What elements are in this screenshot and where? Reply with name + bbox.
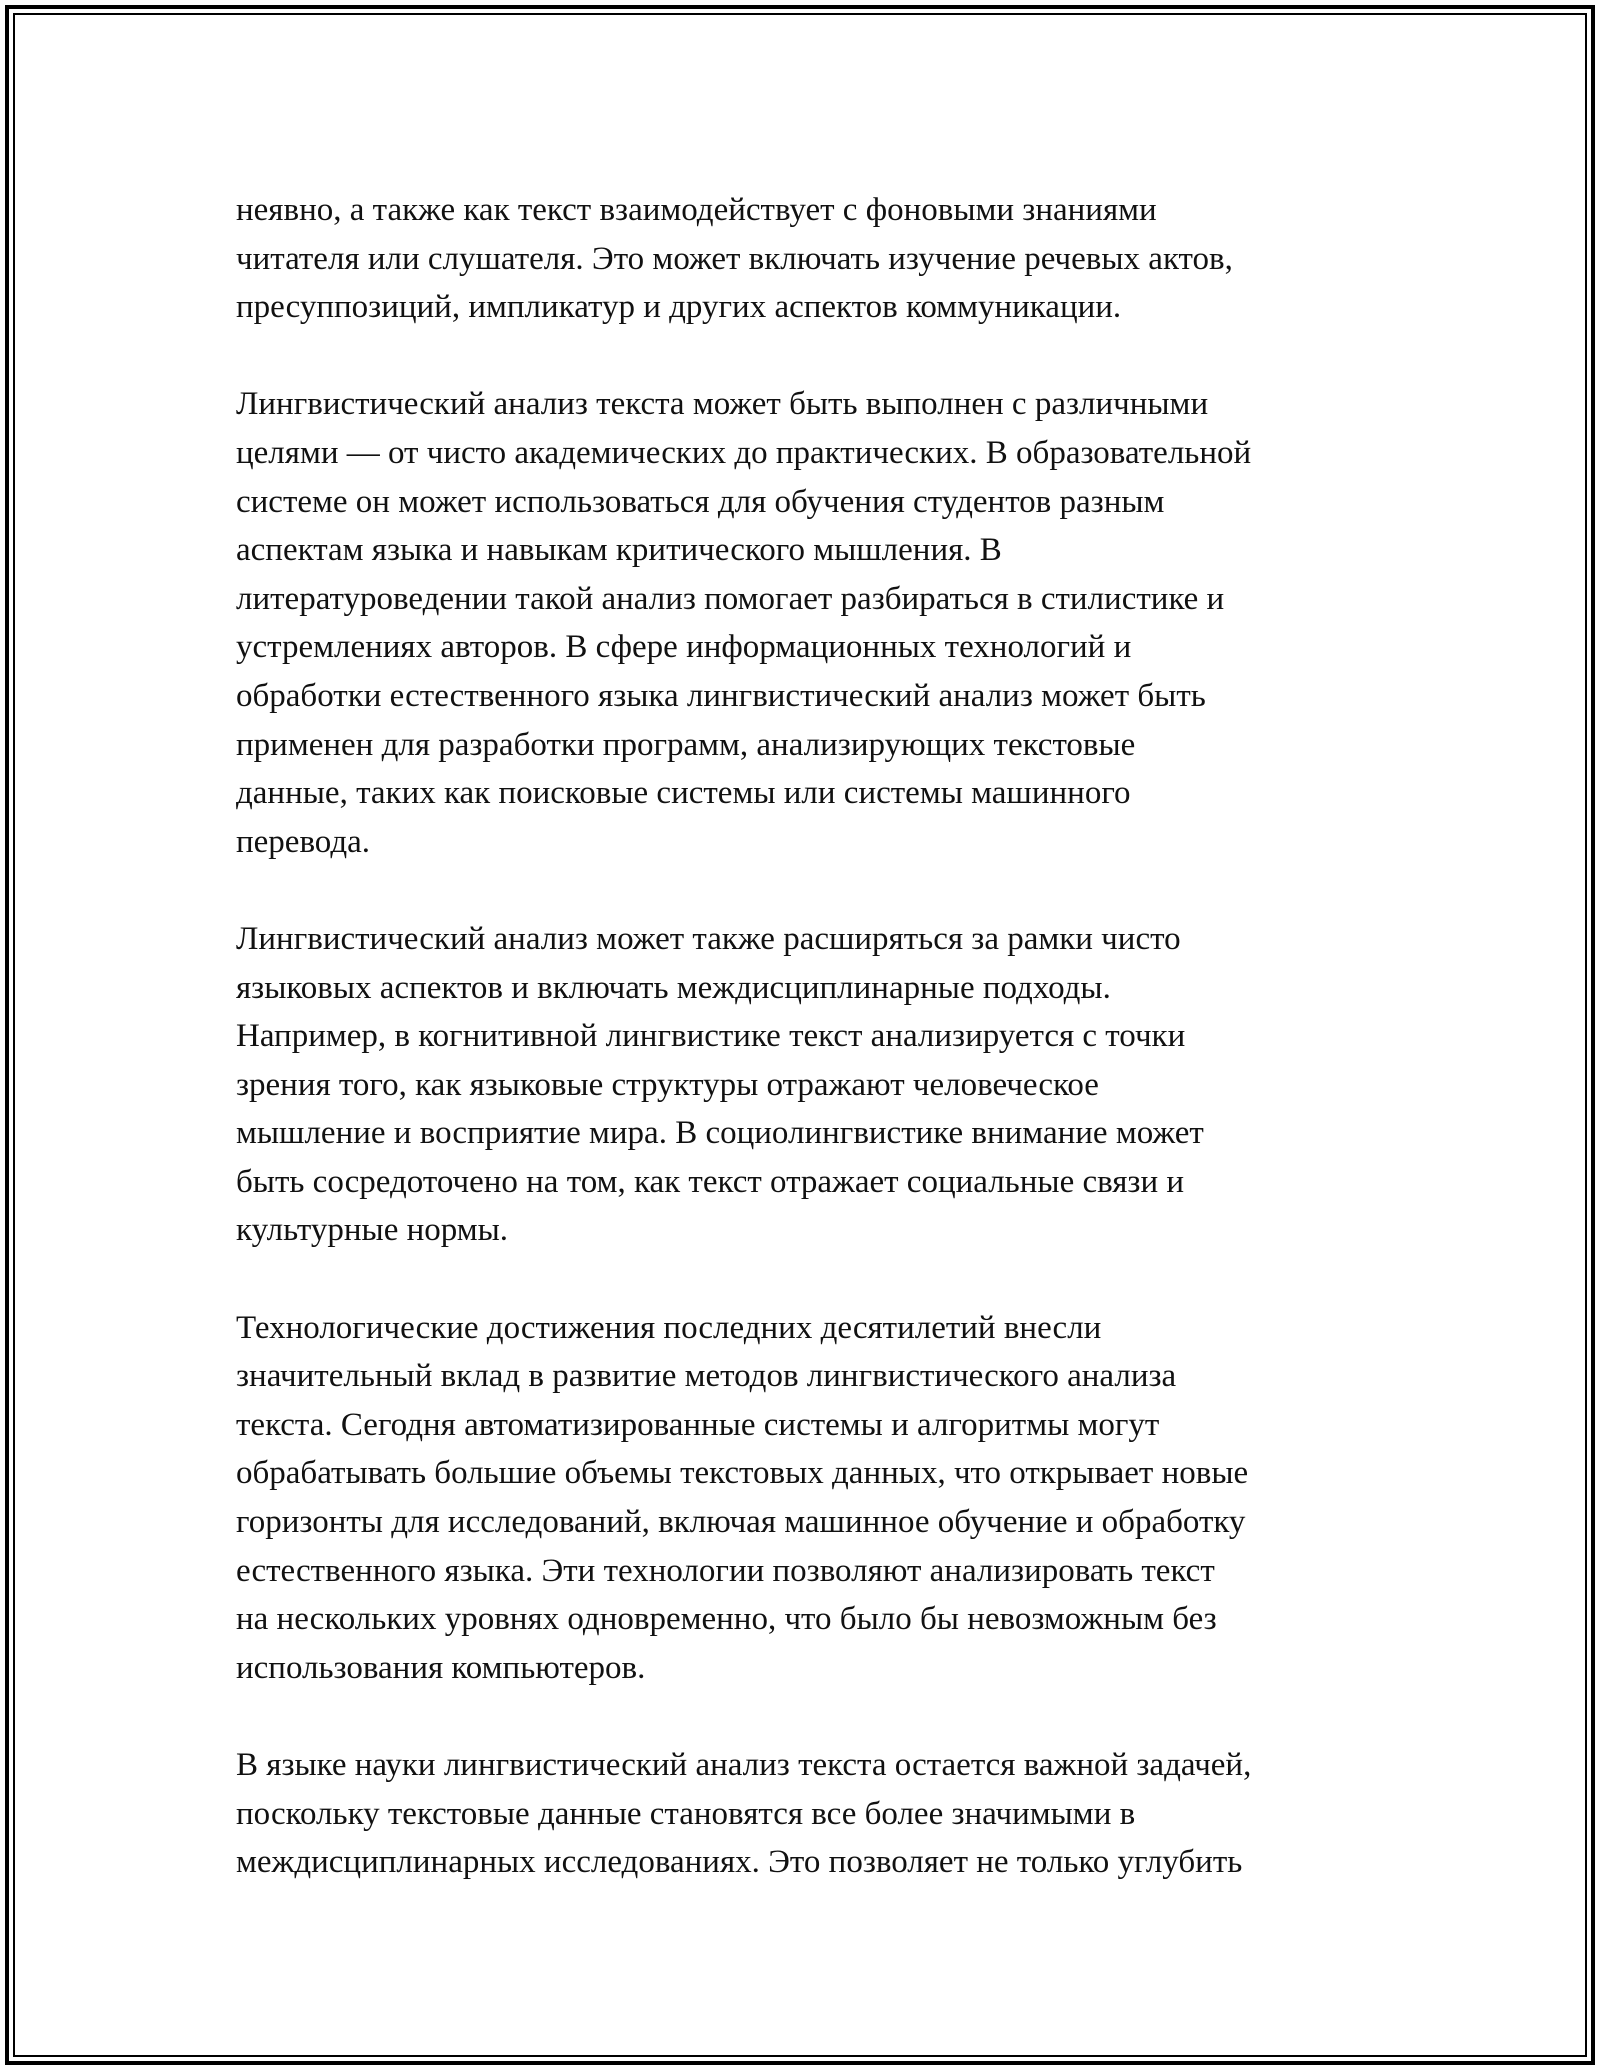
paragraph-2: Лингвистический анализ текста может быть выполнен с различными целями — от чисто академических до практических. В образовательной системе он может использоваться для обучения студентов разным аспектам языка и навыкам критического мышления. В литературоведении такой анализ помогает разбираться в стилистике и устремлениях авторов. В сфере информационных технологий и обработки естественного языка лингвистический анализ может быть применен для разработки программ, анализирующих текстовые данные, таких как поисковые системы или системы машинного перевода. xyxy=(236,386,1252,860)
paragraph-5: В языке науки лингвистический анализ текста остается важной задачей, поскольку текстовые данные становятся все более значимыми в междисциплинарных исследованиях. Это позволяет не только углубить xyxy=(236,1747,1252,1881)
paragraph-3: Лингвистический анализ может также расширяться за рамки чисто языковых аспектов и включать междисциплинарные подходы. Например, в когнитивной лингвистике текст анализируется с точки зрения того, как языковые структуры отражают человеческое мышление и восприятие мира. В социолингвистике внимание может быть сосредоточено на том, как текст отражает социальные связи и культурные нормы. xyxy=(236,920,1204,1249)
paragraph-4: Технологические достижения последних десятилетий внесли значительный вклад в развитие методов лингвистического анализа текста. Сегодня автоматизированные системы и алгоритмы могут обрабатывать большие объемы текстовых данных, что открывает новые горизонты для исследований, включая машинное обучение и обработку естественного языка. Эти технологии позволяют анализировать текст на нескольких уровнях одновременно, что было бы невозможным без использования компьютеров. xyxy=(236,1309,1249,1686)
paragraph-1: неявно, а также как текст взаимодействует с фоновыми знаниями читателя или слушателя. Это может включать изучение речевых актов, пресуппозиций, импликатур и других аспектов коммуникации. xyxy=(236,192,1233,326)
document-body xyxy=(236,186,1386,1887)
